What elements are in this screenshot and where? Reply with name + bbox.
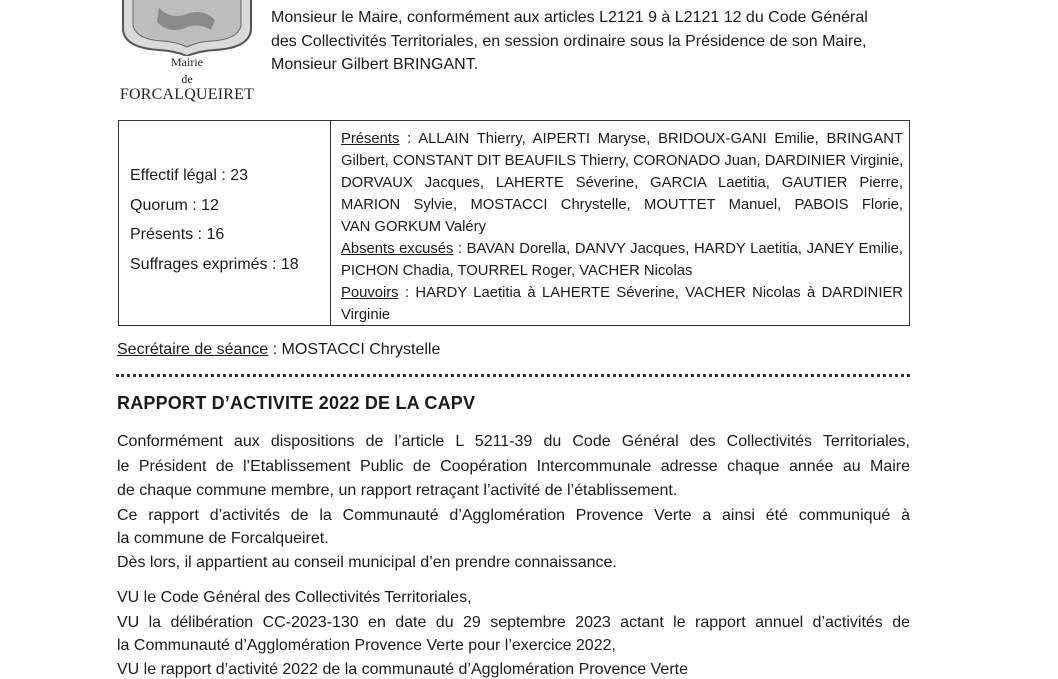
logo-line-de: de bbox=[181, 72, 193, 86]
body-p2-line-1: Ce rapport d’activités de la Communauté d’Agglomération Provence Verte a ainsi été communiqué à bbox=[117, 507, 910, 524]
stat-suffrages: Suffrages exprimés : 18 bbox=[130, 256, 299, 273]
secretary-label: Secrétaire de séance bbox=[117, 341, 269, 358]
stat-effectif: Effectif légal : 23 bbox=[130, 167, 248, 184]
body-vu-2-line-2: la Communauté d’Agglomération Provence Verte pour l’exercice 2022, bbox=[117, 637, 616, 654]
body-p1-line-2: le Président de l’Etablissement Public de Coopération Intercommunale adresse chaque année au Maire bbox=[117, 458, 910, 475]
presents-label: Présents bbox=[341, 131, 400, 147]
logo-line-mairie: Mairie bbox=[171, 55, 203, 69]
table-divider bbox=[330, 121, 331, 325]
header-line-2: des Collectivités Territoriales, en session ordinaire sous la Présidence de son Maire, bbox=[271, 33, 867, 50]
body-p1-line-1: Conformément aux dispositions de l’article L 5211-39 du Code Général des Collectivités Territoriales, bbox=[117, 433, 910, 450]
body-vu-1: VU le Code Général des Collectivités Territoriales, bbox=[117, 589, 472, 606]
secretary-line bbox=[117, 341, 440, 359]
body-p3-line-1: Dès lors, il appartient au conseil municipal d’en prendre connaissance. bbox=[117, 554, 617, 571]
presents-line-1: : ALLAIN Thierry, AIPERTI Maryse, BRIDOUX-GANI Emilie, BRINGANT bbox=[399, 131, 903, 147]
mairie-logo bbox=[112, 0, 262, 108]
logo-line-town: FORCALQUEIRET bbox=[119, 86, 255, 103]
pouvoirs-label: Pouvoirs bbox=[341, 285, 399, 301]
presents-row-4: MARION Sylvie, MOSTACCI Chrystelle, MOUTTET Manuel, PABOIS Florie, bbox=[341, 197, 903, 213]
absents-row-1 bbox=[341, 238, 903, 260]
body-vu-2-line-1: VU la délibération CC-2023-130 en date du 29 septembre 2023 actant le rapport annuel d’activités de bbox=[117, 614, 910, 631]
pouvoirs-row-2: Virginie bbox=[341, 307, 391, 323]
pouvoirs-row-1 bbox=[341, 282, 903, 304]
body-p2-line-2: la commune de Forcalqueiret. bbox=[117, 530, 329, 547]
absents-line-1: : BAVAN Dorella, DANVY Jacques, HARDY Laetitia, JANEY Emilie, bbox=[453, 241, 903, 257]
header-line-3: Monsieur Gilbert BRINGANT. bbox=[271, 56, 479, 73]
presents-row-3: DORVAUX Jacques, LAHERTE Séverine, GARCIA Laetitia, GAUTIER Pierre, bbox=[341, 175, 903, 191]
stat-presents: Présents : 16 bbox=[130, 226, 225, 243]
section-title: RAPPORT D’ACTIVITE 2022 DE LA CAPV bbox=[117, 393, 476, 413]
coat-of-arms-icon bbox=[119, 0, 255, 56]
secretary-value: : MOSTACCI Chrystelle bbox=[268, 341, 441, 358]
header-line-1: Monsieur le Maire, conformément aux articles L2121 9 à L2121 12 du Code Général bbox=[271, 9, 868, 26]
presents-row-1 bbox=[341, 128, 903, 150]
absents-row-2: PICHON Chadia, TOURREL Roger, VACHER Nicolas bbox=[341, 263, 693, 279]
pouvoirs-line-1: : HARDY Laetitia à LAHERTE Séverine, VACHER Nicolas à DARDINIER bbox=[398, 285, 903, 301]
stat-quorum: Quorum : 12 bbox=[130, 197, 219, 214]
absents-label: Absents excusés bbox=[341, 241, 454, 257]
attendance-details bbox=[341, 128, 903, 326]
body-p1-line-3: de chaque commune membre, un rapport retraçant l’activité de l’établissement. bbox=[117, 482, 678, 499]
dotted-separator bbox=[116, 374, 910, 377]
presents-row-5: VAN GORKUM Valéry bbox=[341, 219, 486, 235]
attendance-table bbox=[118, 120, 910, 326]
body-vu-3: VU le rapport d’activité 2022 de la communauté d’Agglomération Provence Verte bbox=[117, 661, 688, 678]
presents-row-2: Gilbert, CONSTANT DIT BEAUFILS Thierry, CORONADO Juan, DARDINIER Virginie, bbox=[341, 153, 903, 169]
